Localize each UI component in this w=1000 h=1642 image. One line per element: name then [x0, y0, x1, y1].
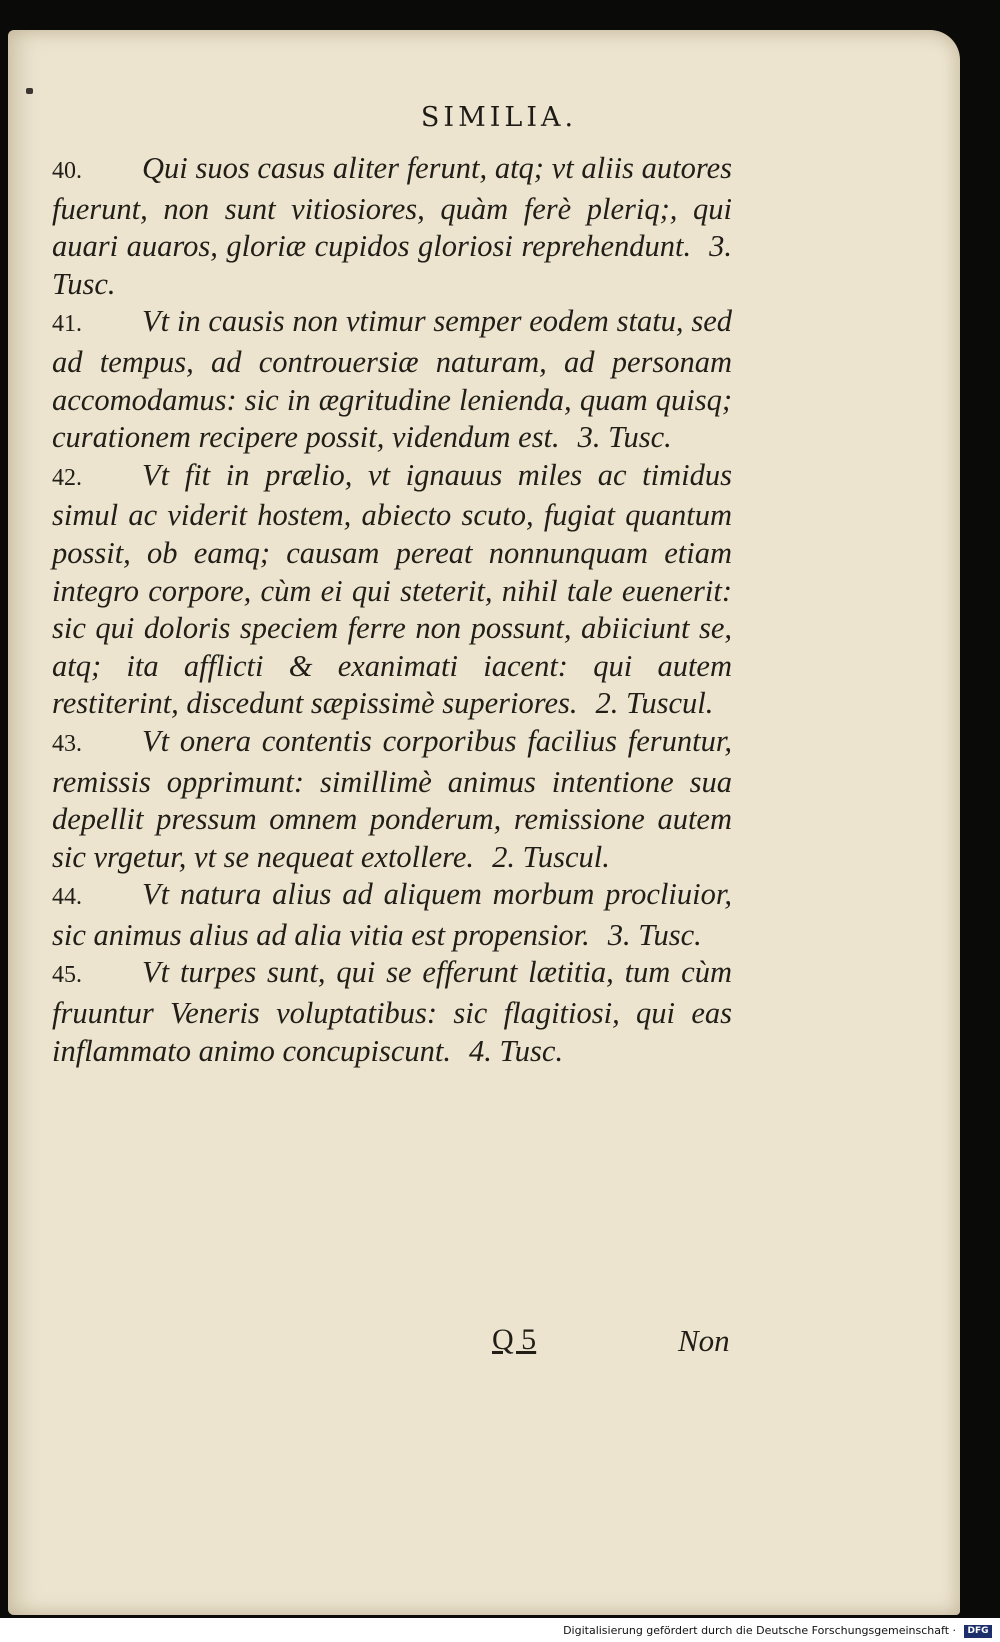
entry-text: Vt natura alius ad aliquem morbum procliuior, sic animus alius ad alia vitia est propensior. — [52, 877, 732, 952]
entry-reference: 2. Tuscul. — [595, 686, 714, 721]
entry-number: 45. — [52, 962, 82, 989]
entry-42 — [52, 457, 732, 723]
entry-number: 43. — [52, 730, 82, 757]
entry-40 — [52, 150, 732, 303]
entry-text: Vt onera contentis corporibus facilius feruntur, remissis opprimunt: simillimè animus intentione sua depellit pressum omnem ponderum, remissione autem sic vrgetur, vt se nequeat extollere. — [52, 723, 732, 874]
entry-reference: 4. Tusc. — [469, 1033, 564, 1068]
entry-45 — [52, 954, 732, 1070]
catchword: Non — [678, 1323, 730, 1358]
running-title: SIMILIA. — [420, 102, 578, 133]
entry-44 — [52, 876, 732, 954]
entry-number: 41. — [52, 311, 82, 338]
entry-43 — [52, 723, 732, 876]
entry-text: Vt in causis non vtimur semper eodem statu, sed ad tempus, ad controuersiæ naturam, ad personam accomodamus: sic in ægritudine lenienda, quam quisq; curationem recipere possit, videndum est. — [52, 304, 732, 455]
digitization-footer — [0, 1620, 1000, 1642]
entry-text: Vt turpes sunt, qui se efferunt lætitia, tum cùm fruuntur Veneris voluptatibus: sic flagitiosi, qui eas inflammato animo concupiscunt. — [52, 955, 732, 1068]
entry-reference: 3. Tusc. — [607, 917, 702, 952]
entry-number: 42. — [52, 464, 82, 491]
entry-number: 40. — [52, 158, 82, 184]
entry-number: 44. — [52, 884, 82, 911]
entry-text: Qui suos casus aliter ferunt, atq; vt aliis autores fuerunt, non sunt vitiosiores, quàm ferè pleriq;, qui auari auaros, gloriæ cupidos gloriosi reprehendunt. — [52, 151, 732, 264]
catchline — [8, 1323, 960, 1363]
page-edge-mark — [26, 88, 33, 94]
signature-mark: Q 5 — [492, 1323, 537, 1356]
entry-reference: 2. Tuscul. — [492, 839, 610, 874]
book-page — [8, 30, 960, 1615]
text-block — [52, 150, 732, 1070]
entry-reference: 3. Tusc. — [52, 229, 732, 301]
entry-text: Vt fit in prælio, vt ignauus miles ac timidus simul ac viderit hostem, abiecto scuto, fugiat quantum possit, ob eamq; causam pereat nonnunquam etiam integro corpore, cùm ei qui steterit, nihil tale euenerit: sic qui doloris speciem ferre non possunt, abiiciunt se, atq; ita afflicti & exanimati iacent: qui autem restiterint, discedunt sæpissimè superiores. — [52, 457, 732, 721]
entry-reference: 3. Tusc. — [577, 420, 672, 455]
footer-credit: Digitalisierung gefördert durch die Deutsche Forschungsgemeinschaft · — [563, 1624, 956, 1637]
entry-41 — [52, 303, 732, 456]
dfg-logo-icon: DFG — [964, 1625, 992, 1638]
